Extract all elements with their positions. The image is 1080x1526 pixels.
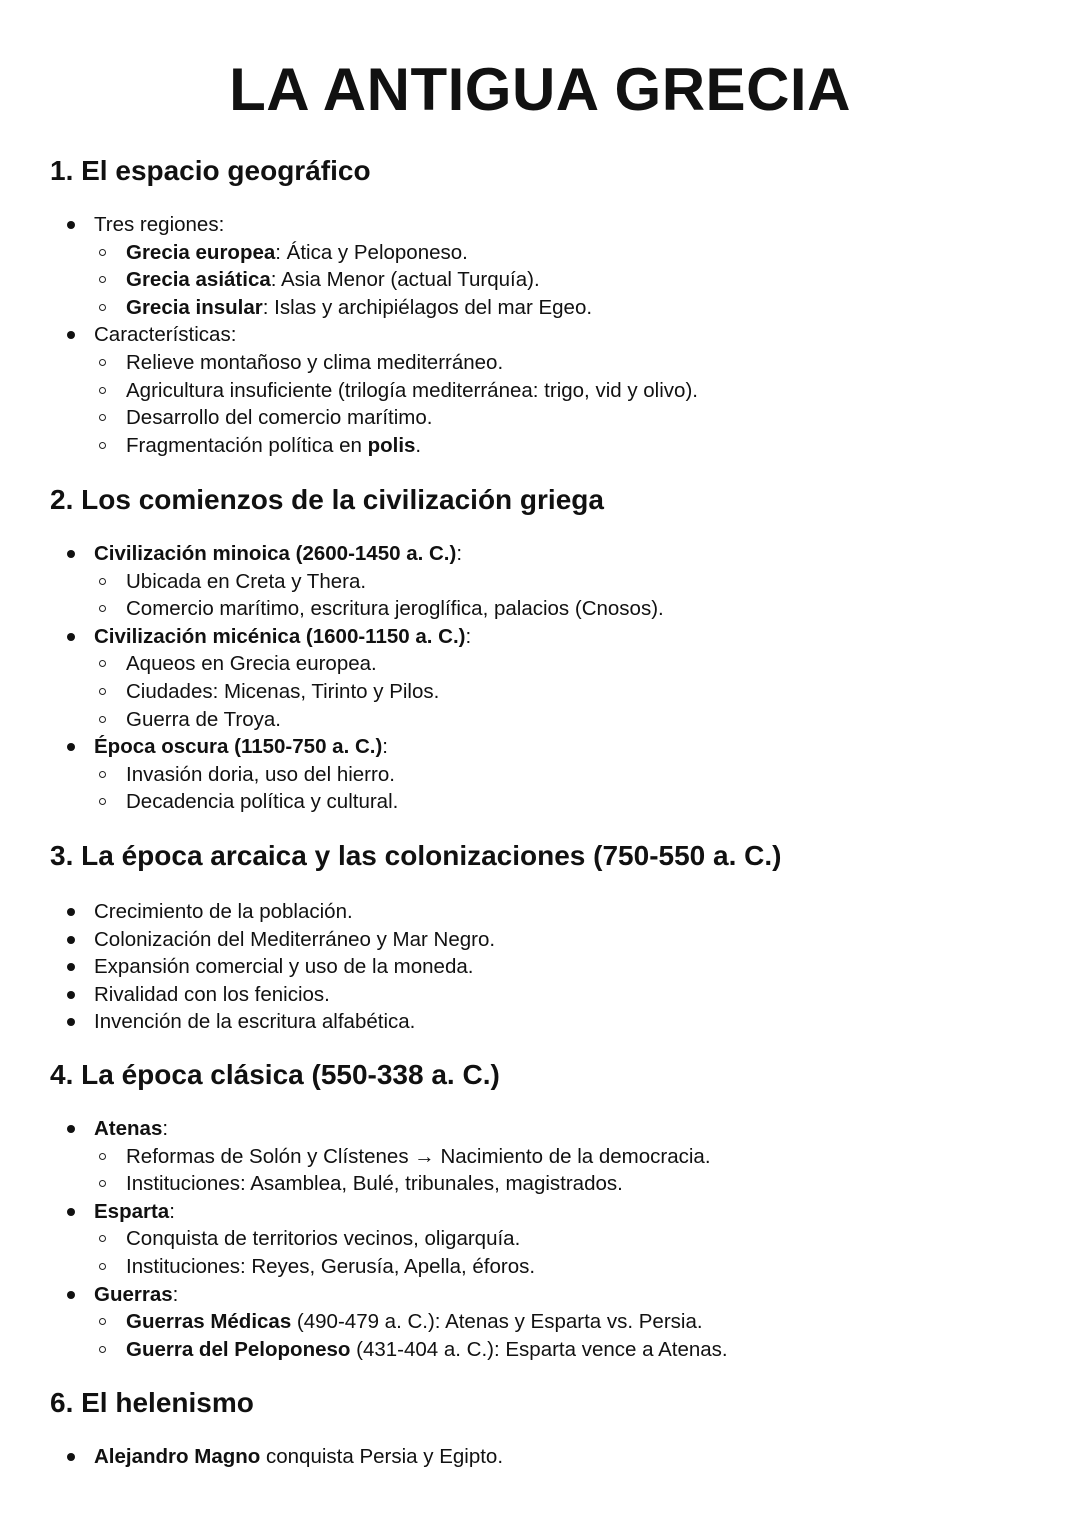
list-item: Decadencia política y cultural. (126, 788, 1080, 816)
list-item: Rivalidad con los fenicios. (94, 981, 1080, 1009)
bullet-list (0, 211, 1080, 459)
list-item: Grecia insular: Islas y archipiélagos del mar Egeo. (126, 294, 1080, 322)
sub-list (94, 1143, 1080, 1198)
list-item: Tres regiones: Grecia europea: Ática y Peloponeso. Grecia asiática: Asia Menor (actual Turquía). Grecia insular: Islas y archipiélagos del mar Egeo. (94, 211, 1080, 321)
list-item: Invención de la escritura alfabética. (94, 1008, 1080, 1036)
section-geography (0, 151, 1080, 459)
sub-list (94, 568, 1080, 623)
sub-list (94, 650, 1080, 733)
page-title: LA ANTIGUA GRECIA (229, 56, 851, 123)
list-item: Aqueos en Grecia europea. (126, 650, 1080, 678)
section-heading: 6. El helenismo (50, 1387, 254, 1418)
list-item: Ubicada en Creta y Thera. (126, 568, 1080, 596)
bullet-list (0, 898, 1080, 1036)
list-item: Reformas de Solón y Clístenes → Nacimiento de la democracia. (126, 1143, 1080, 1171)
list-item: Civilización minoica (2600-1450 a. C.): Ubicada en Creta y Thera. Comercio marítimo, escritura jeroglífica, palacios (Cnosos). (94, 540, 1080, 623)
list-item: Guerras Médicas (490-479 a. C.): Atenas y Esparta vs. Persia. (126, 1308, 1080, 1336)
list-item: Alejandro Magno conquista Persia y Egipto. (94, 1443, 1080, 1471)
sub-list (94, 1225, 1080, 1280)
list-item: Grecia europea: Ática y Peloponeso. (126, 239, 1080, 267)
list-item: Guerra de Troya. (126, 706, 1080, 734)
list-item: Expansión comercial y uso de la moneda. (94, 953, 1080, 981)
sub-list (94, 761, 1080, 816)
list-item: Fragmentación política en polis. (126, 432, 1080, 460)
list-item: Instituciones: Asamblea, Bulé, tribunales, magistrados. (126, 1170, 1080, 1198)
list-item: Colonización del Mediterráneo y Mar Negro. (94, 926, 1080, 954)
bullet-list (0, 1115, 1080, 1363)
list-item: Esparta: Conquista de territorios vecinos, oligarquía. Instituciones: Reyes, Gerusía, Apella, éforos. (94, 1198, 1080, 1281)
list-item: Comercio marítimo, escritura jeroglífica, palacios (Cnosos). (126, 595, 1080, 623)
bullet-list (0, 1443, 1080, 1471)
section-heading: 4. La época clásica (550-338 a. C.) (50, 1059, 500, 1090)
list-item: Conquista de territorios vecinos, oligarquía. (126, 1225, 1080, 1253)
section-heading: 2. Los comienzos de la civilización griega (50, 484, 604, 515)
section-hellenism (0, 1383, 1080, 1471)
list-item: Características: Relieve montañoso y clima mediterráneo. Agricultura insuficiente (trilogía mediterránea: trigo, vid y olivo). Desarrollo del comercio marítimo. Fragmentación política en polis. (94, 321, 1080, 459)
section-archaic (0, 836, 1080, 1036)
list-item: Instituciones: Reyes, Gerusía, Apella, éforos. (126, 1253, 1080, 1281)
list-item: Invasión doria, uso del hierro. (126, 761, 1080, 789)
section-beginnings (0, 480, 1080, 816)
section-heading: 3. La época arcaica y las colonizaciones (750-550 a. C.) (50, 840, 782, 871)
list-item: Guerra del Peloponeso (431-404 a. C.): Esparta vence a Atenas. (126, 1336, 1080, 1364)
list-item: Ciudades: Micenas, Tirinto y Pilos. (126, 678, 1080, 706)
list-item: Época oscura (1150-750 a. C.): Invasión doria, uso del hierro. Decadencia política y cultural. (94, 733, 1080, 816)
list-item: Guerras: Guerras Médicas (490-479 a. C.): Atenas y Esparta vs. Persia. Guerra del Peloponeso (431-404 a. C.): Esparta vence a Atenas. (94, 1281, 1080, 1364)
list-item: Crecimiento de la población. (94, 898, 1080, 926)
list-item: Grecia asiática: Asia Menor (actual Turquía). (126, 266, 1080, 294)
list-item: Civilización micénica (1600-1150 a. C.): Aqueos en Grecia europea. Ciudades: Micenas, Tirinto y Pilos. Guerra de Troya. (94, 623, 1080, 733)
section-heading: 1. El espacio geográfico (50, 155, 371, 186)
list-item: Atenas: Reformas de Solón y Clístenes → Nacimiento de la democracia. Instituciones: Asamblea, Bulé, tribunales, magistrados. (94, 1115, 1080, 1198)
sub-list (94, 239, 1080, 322)
list-item: Desarrollo del comercio marítimo. (126, 404, 1080, 432)
sub-list (94, 349, 1080, 459)
section-classical (0, 1055, 1080, 1363)
bullet-list (0, 540, 1080, 816)
sub-list (94, 1308, 1080, 1363)
list-item: Relieve montañoso y clima mediterráneo. (126, 349, 1080, 377)
list-item: Agricultura insuficiente (trilogía mediterránea: trigo, vid y olivo). (126, 377, 1080, 405)
